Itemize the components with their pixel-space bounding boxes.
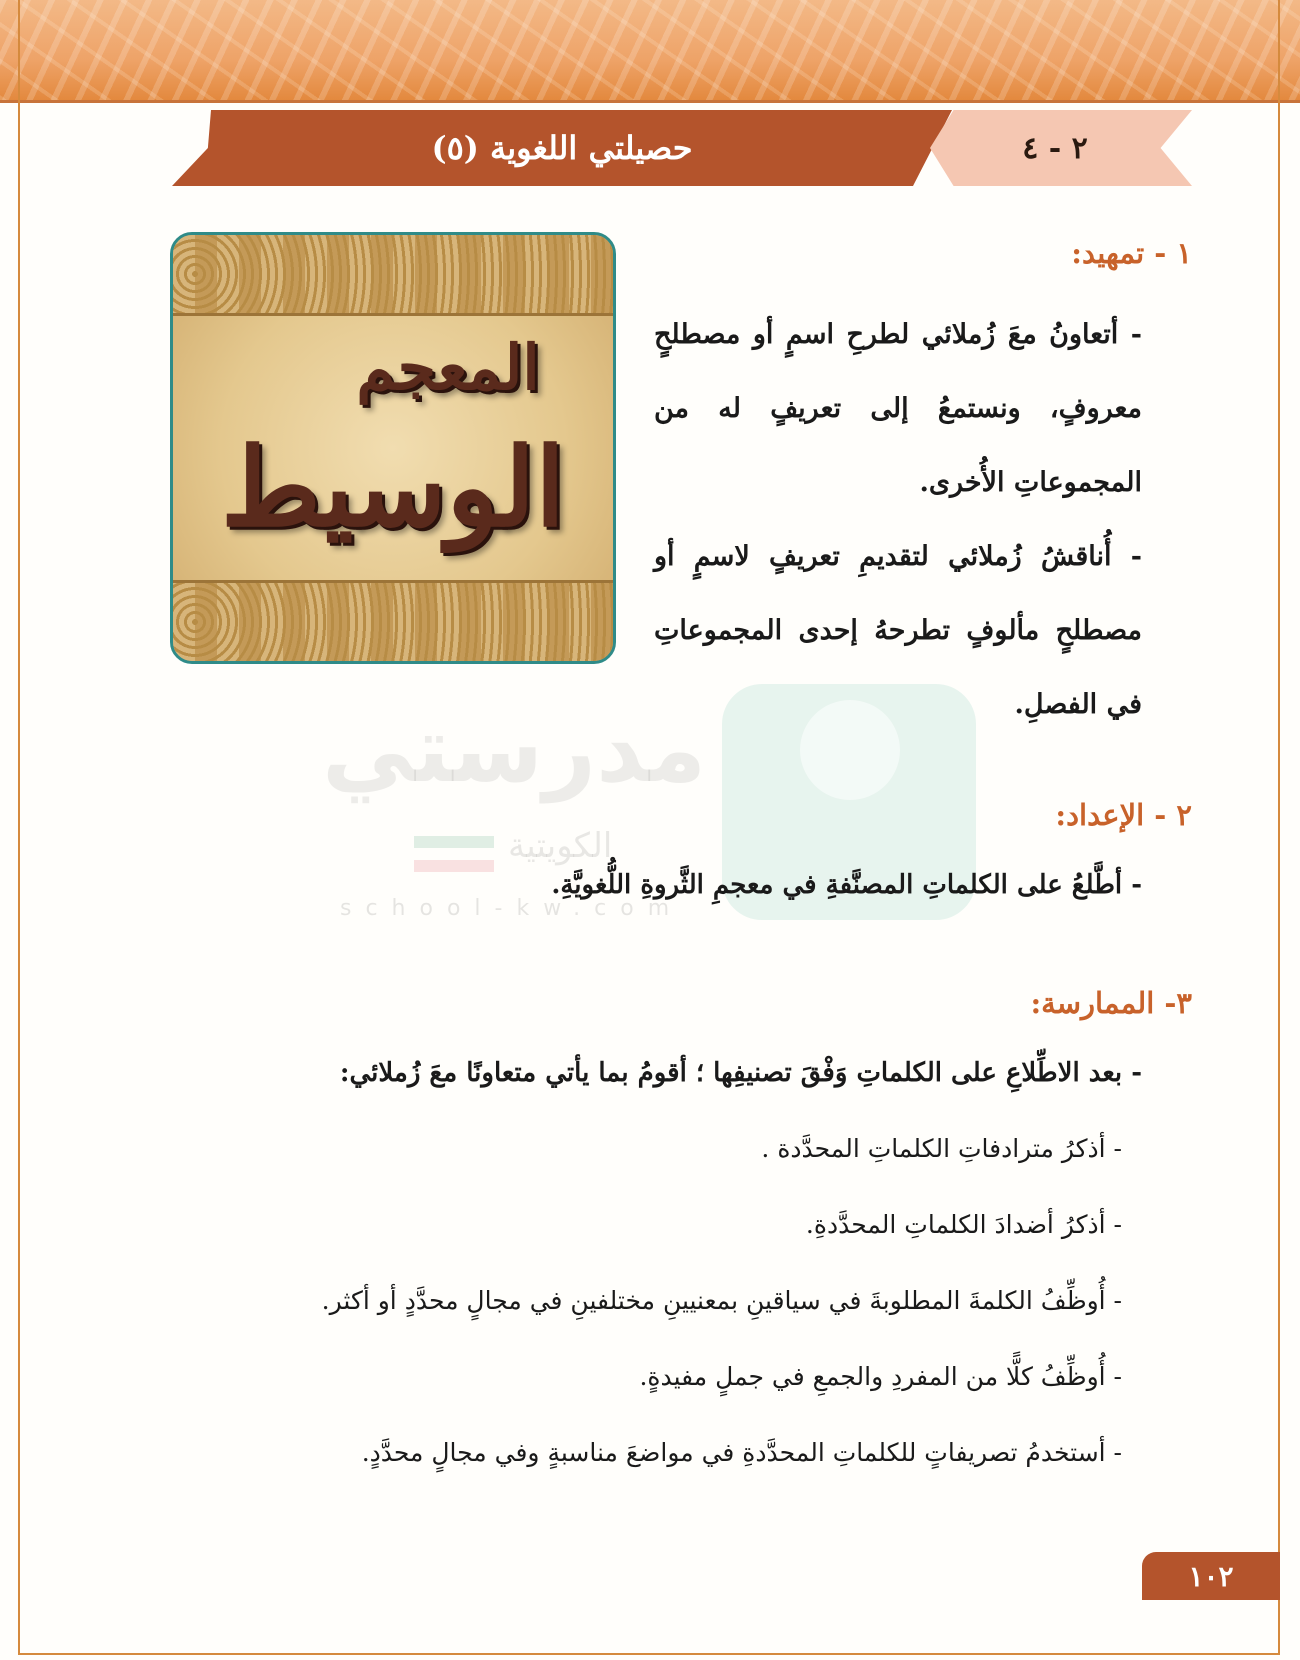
dictionary-cover-image [170,232,616,664]
intro-item-1: - أتعاونُ معَ زُملائي لطرحِ اسمٍ أو مصطلحٍ معروفٍ، ونستمعُ إلى تعريفٍ له من المجموعاتِ الأُخرى. [654,319,1142,498]
lesson-number: ٢ - ٤ [1022,130,1088,166]
ornament-border-bottom [173,580,613,661]
calligraphy-line2: الوسيط [220,425,566,551]
section-heading-intro: ١ - تمهيد: [1071,236,1192,270]
prep-item-1: - أطَّلعُ على الكلماتِ المصنَّفةِ في معجمِ الثَّروةِ اللُّغويَّةِ. [551,870,1142,900]
section-heading-practice: ٣- الممارسة: [1030,986,1192,1020]
practice-item-1: - أذكرُ مترادفاتِ الكلماتِ المحدَّدة . [761,1134,1122,1163]
watermark-url: school-kw.com [340,896,684,921]
intro-item-2: - أُناقشُ زُملائي لتقديمِ تعريفٍ لاسمٍ أو مصطلحٍ مألوفٍ تطرحهُ إحدى المجموعاتِ في الفصلِ. [654,541,1142,720]
practice-intro: - بعد الاطِّلاعِ على الكلماتِ وَفْقَ تصنيفِها ؛ أقومُ بما يأتي متعاونًا معَ زُملائي: [339,1058,1142,1088]
page-number: ١٠٢ [1142,1552,1280,1600]
ornament-border-top [173,235,613,316]
section-heading-prep: ٢ - الإعداد: [1055,798,1192,832]
practice-item-3: - أُوظِّفُ الكلمةَ المطلوبةَ في سياقينِ بمعنيينِ مختلفينِ في مجالٍ محدَّدٍ أو أكثر. [321,1286,1122,1315]
watermark-name: مدرستي [322,696,707,803]
page-title: حصيلتي اللغوية (٥) [431,129,693,167]
calligraphy-line1: المعجم [356,331,540,404]
watermark-sub: الكويتية [508,826,613,866]
practice-item-2: - أذكرُ أضدادَ الكلماتِ المحدَّدةِ. [805,1210,1122,1239]
practice-item-5: - أستخدمُ تصريفاتٍ للكلماتِ المحدَّدةِ في مواضعَ مناسبةٍ وفي مجالٍ محدَّدٍ. [361,1438,1122,1467]
watermark-flag-icon [414,836,494,872]
practice-item-4: - أُوظِّفُ كلًّا من المفردِ والجمعِ في جملٍ مفيدةٍ. [639,1362,1122,1391]
